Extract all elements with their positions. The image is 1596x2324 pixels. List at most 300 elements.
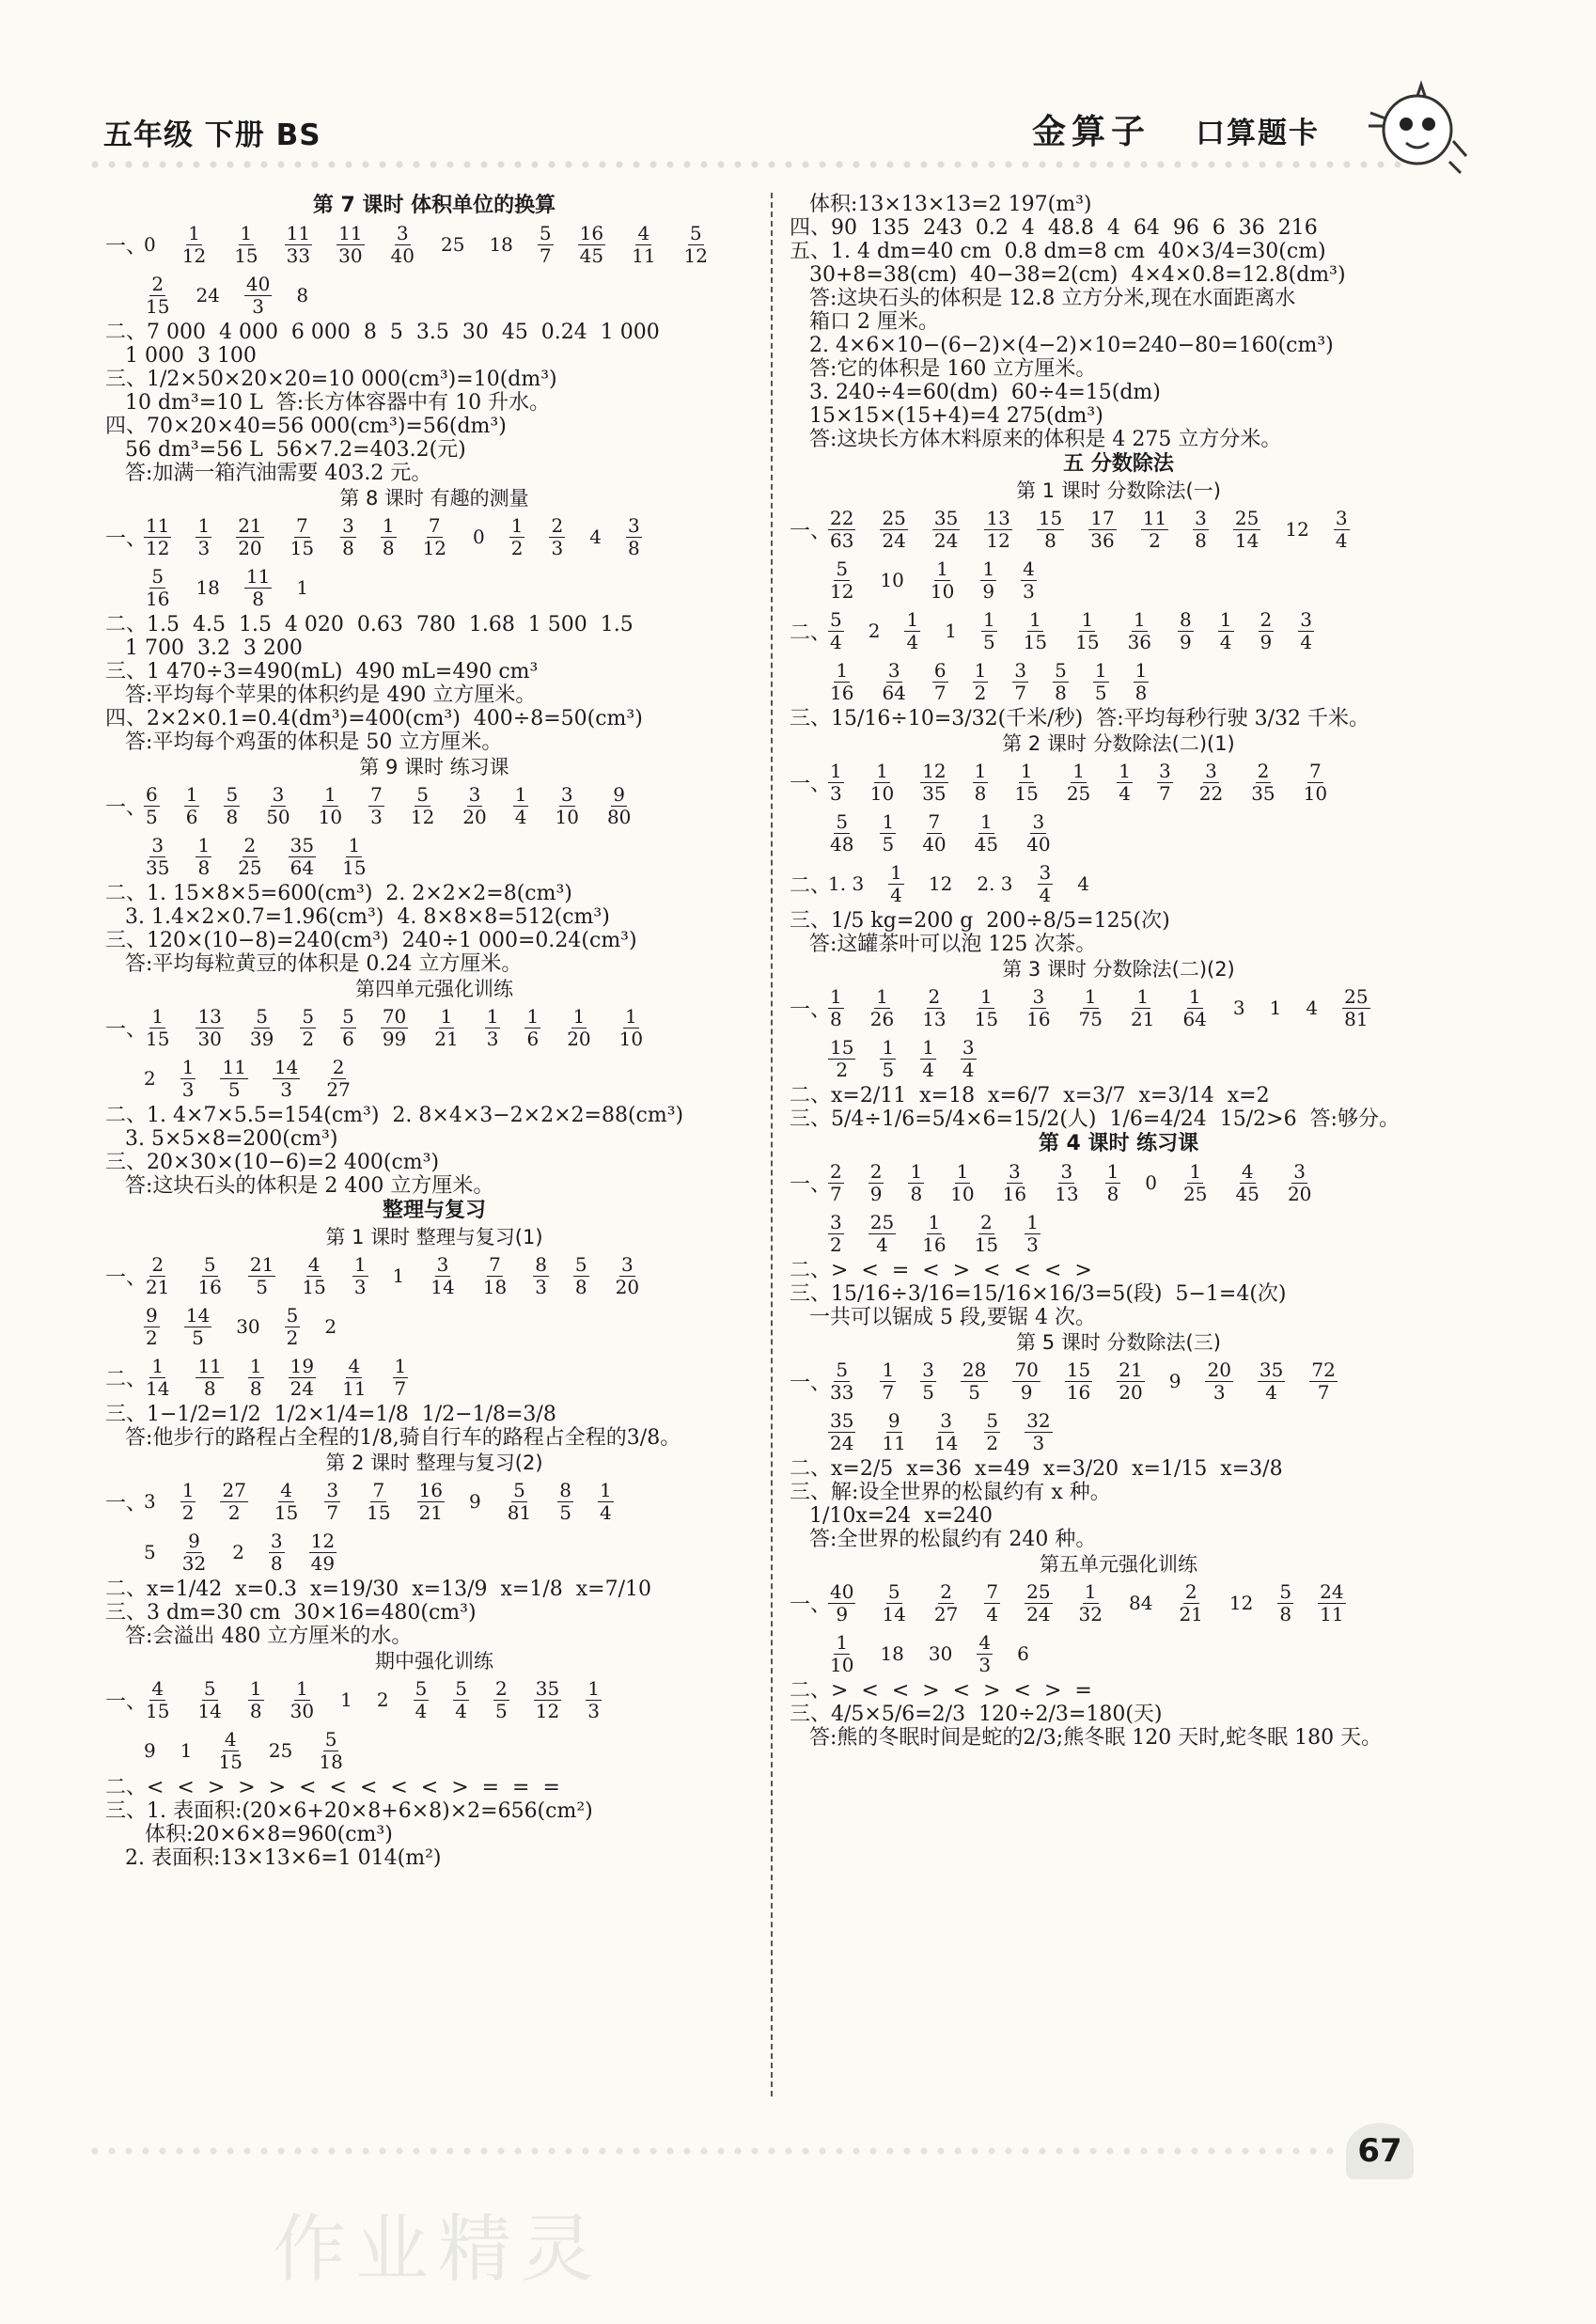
fraction-denominator: 15: [146, 1699, 170, 1722]
question-number: 一、: [790, 772, 832, 796]
answer-line: 答:它的体积是 160 立方厘米。: [790, 357, 1097, 381]
fraction-denominator: 16: [1066, 1380, 1091, 1404]
fraction-numerator: 35: [933, 506, 959, 529]
fraction-numerator: 1: [587, 1676, 600, 1700]
answer-line: 30+8=38(cm) 40−38=2(cm) 4×4×0.8=12.8(dm³): [790, 263, 1346, 287]
fraction-answer: [578, 223, 605, 267]
question-number: 一、: [105, 1689, 148, 1714]
fraction-numerator: 3: [1293, 1159, 1307, 1183]
fraction-answer: [880, 811, 896, 856]
fraction-answer: [1105, 1161, 1121, 1205]
fraction-numerator: 5: [513, 1478, 525, 1501]
fraction-answer: [429, 1254, 456, 1298]
fraction-numerator: 35: [289, 833, 315, 856]
section-title: 第五单元强化训练: [1040, 1553, 1197, 1576]
fraction-numerator: 2: [332, 1055, 345, 1078]
fraction-numerator: 11: [245, 564, 271, 588]
fraction-numerator: 5: [203, 1676, 216, 1700]
fraction-denominator: 15: [367, 1500, 391, 1524]
fraction-answer: [273, 1057, 300, 1101]
fraction-answer: [828, 1161, 844, 1205]
fraction-numerator: 5: [836, 557, 849, 580]
fraction-denominator: 2: [302, 1027, 315, 1050]
question-number: 一、: [105, 795, 148, 820]
fraction-denominator: 4: [876, 1233, 888, 1256]
fraction-denominator: 8: [1106, 1182, 1119, 1205]
fraction-numerator: 2: [940, 1579, 952, 1603]
fraction-answer: [904, 609, 920, 653]
fraction-answer: [285, 223, 312, 267]
fraction-answer: [565, 1006, 592, 1050]
fraction-answer: [1012, 1359, 1040, 1404]
fraction-denominator: 21: [1179, 1602, 1203, 1625]
question-number: 一、: [105, 1265, 148, 1290]
fraction-numerator: 1: [974, 658, 987, 682]
fraction-denominator: 99: [382, 1027, 407, 1050]
fraction-answer: [920, 1359, 936, 1404]
number-answer: 2: [868, 620, 881, 642]
fraction-answer: [868, 986, 896, 1030]
fraction-denominator: 20: [462, 805, 487, 828]
fraction-numerator: 2: [869, 1159, 883, 1183]
fraction-numerator: 11: [1142, 506, 1167, 529]
fraction-denominator: 5: [559, 1500, 571, 1524]
fraction-answer: [828, 1410, 855, 1454]
fraction-numerator: 2: [830, 1159, 842, 1183]
fraction-answer: [932, 508, 960, 552]
fraction-denominator: 4: [415, 1699, 428, 1722]
fraction-denominator: 3: [197, 536, 211, 559]
fraction-denominator: 80: [606, 805, 632, 828]
fraction-answer: [984, 508, 1011, 552]
fraction-answer: [973, 660, 989, 704]
fraction-numerator: 4: [637, 221, 650, 244]
fraction-answer: [1181, 986, 1208, 1030]
fraction-numerator: 3: [1009, 1159, 1021, 1183]
fraction-numerator: 1: [956, 1159, 969, 1183]
fraction-answer: [1233, 508, 1260, 552]
fraction-denominator: 2: [146, 1326, 158, 1349]
fraction-denominator: 4: [1265, 1380, 1278, 1404]
fraction-answer-row: [105, 1725, 763, 1776]
fraction-numerator: 25: [1234, 506, 1260, 529]
fraction-numerator: 4: [307, 1252, 321, 1276]
fraction-numerator: 35: [1259, 1358, 1284, 1381]
fraction-numerator: 3: [922, 1358, 934, 1381]
fraction-denominator: 12: [422, 536, 447, 559]
fraction-answer-row: [790, 1406, 1447, 1457]
answer-line: 三、1/2×50×20×20=10 000(cm³)=10(dm³): [105, 368, 557, 391]
fraction-numerator: 1: [974, 759, 987, 782]
fraction-answer: [248, 1678, 264, 1722]
fraction-numerator: 1: [1094, 658, 1107, 682]
section-title: 第 4 课时 练习课: [1038, 1132, 1199, 1155]
fraction-denominator: 14: [1234, 528, 1260, 552]
fraction-denominator: 11: [882, 1431, 906, 1454]
fraction-answer: [1025, 986, 1052, 1030]
fraction-answer-row: [790, 1628, 1447, 1679]
fraction-answer: [1193, 508, 1209, 552]
fraction-numerator: 1: [526, 1004, 540, 1028]
fraction-numerator: 1: [882, 809, 895, 833]
fraction-answer: [144, 1006, 171, 1050]
fraction-answer: [1334, 508, 1350, 552]
fraction-numerator: 5: [203, 1252, 216, 1276]
fraction-denominator: 24: [933, 528, 959, 552]
fraction-answer: [1077, 1581, 1104, 1625]
answer-line: 二、x=2/11 x=18 x=6/7 x=3/7 x=3/14 x=2: [790, 1084, 1270, 1107]
fraction-answer: [509, 515, 525, 559]
fraction-numerator: 3: [342, 513, 354, 537]
fraction-numerator: 1: [982, 557, 995, 580]
fraction-denominator: 14: [882, 1602, 906, 1625]
fraction-numerator: 3: [940, 1408, 952, 1432]
fraction-denominator: 8: [226, 805, 239, 828]
fraction-numerator: 4: [1241, 1159, 1254, 1183]
fraction-answer: [340, 515, 356, 559]
fraction-denominator: 24: [1026, 1602, 1051, 1625]
fraction-answer: [513, 784, 529, 828]
fraction-answer-row: [105, 1476, 763, 1527]
fraction-denominator: 9: [1260, 630, 1273, 653]
answer-line: 四、90 135 243 0.2 4 48.8 4 64 96 6 36 216: [790, 216, 1318, 240]
fraction-answer: [180, 1480, 196, 1524]
fraction-answer: [524, 1006, 540, 1050]
fraction-numerator: 9: [188, 1529, 200, 1552]
answer-line: 二、1.5 4.5 1.5 4 020 0.63 780 1.68 1 500 1.5: [105, 613, 634, 636]
fraction-denominator: 5: [882, 832, 895, 856]
fraction-numerator: 1: [348, 833, 361, 856]
fraction-denominator: 36: [1090, 528, 1115, 552]
fraction-denominator: 45: [579, 243, 604, 267]
question-number: 二、: [790, 620, 832, 645]
fraction-denominator: 21: [146, 1275, 170, 1298]
fraction-answer: [224, 784, 240, 828]
fraction-numerator: 2: [495, 1676, 508, 1700]
fraction-numerator: 1: [151, 1004, 164, 1028]
fraction-denominator: 24: [289, 1376, 315, 1400]
fraction-denominator: 11: [632, 243, 656, 267]
answer-line: 三、15/16÷10=3/32(千米/秒) 答:平均每秒行驶 3/32 千米。: [790, 707, 1370, 730]
answer-line: 三、4/5×5/6=2/3 120÷2/3=180(天): [790, 1703, 1163, 1726]
fraction-numerator: 2: [1184, 1579, 1197, 1603]
fraction-answer: [381, 515, 397, 559]
fraction-denominator: 15: [146, 294, 170, 318]
fraction-denominator: 8: [342, 536, 354, 559]
book-title: 口算题卡: [1196, 117, 1320, 150]
fraction-denominator: 12: [535, 1699, 560, 1722]
fraction-answer: [932, 660, 948, 704]
fraction-numerator: 8: [535, 1252, 547, 1276]
fraction-denominator: 3: [252, 294, 264, 318]
fraction-denominator: 7: [326, 1500, 339, 1524]
fraction-denominator: 2: [1149, 528, 1161, 552]
answer-line: 2. 4×6×10−(6−2)×(4−2)×10=240−80=160(cm³): [790, 334, 1334, 357]
fraction-numerator: 5: [226, 782, 239, 806]
right-answer-column: [790, 193, 1447, 1750]
fraction-denominator: 40: [922, 832, 947, 856]
fraction-denominator: 5: [146, 805, 158, 828]
fraction-denominator: 45: [1235, 1182, 1260, 1205]
fraction-numerator: 3: [468, 782, 481, 806]
fraction-answer: [1286, 1161, 1313, 1205]
fraction-numerator: 25: [869, 1210, 895, 1233]
fraction-answer: [1077, 986, 1104, 1030]
fraction-denominator: 9: [1180, 630, 1192, 653]
fraction-numerator: 7: [428, 513, 441, 537]
fraction-answer: [868, 1161, 884, 1205]
fraction-answer: [557, 1480, 573, 1524]
fraction-numerator: 1: [876, 759, 888, 782]
number-answer: 1: [296, 576, 309, 599]
fraction-denominator: 35: [146, 856, 170, 879]
fraction-denominator: 16: [1002, 1182, 1027, 1205]
section-title: 第四单元强化训练: [355, 978, 513, 1000]
fraction-numerator: 9: [146, 1303, 158, 1327]
fraction-answer: [880, 1410, 907, 1454]
fraction-denominator: 10: [869, 781, 895, 805]
fraction-numerator: 3: [1039, 860, 1052, 884]
question-number: 一、: [790, 1172, 832, 1197]
answer-line: 56 dm³=56 L 56×7.2=403.2(元): [105, 438, 466, 462]
fraction-answer: [981, 609, 997, 653]
fraction-answer: [184, 784, 200, 828]
fraction-answer: [920, 986, 947, 1030]
number-answer: 1: [945, 620, 957, 642]
fraction-denominator: 64: [1182, 1007, 1207, 1030]
fraction-answer: [481, 1254, 509, 1298]
fraction-numerator: 9: [613, 782, 626, 806]
fraction-answer: [180, 223, 208, 267]
fraction-denominator: 10: [1303, 781, 1328, 805]
fraction-answer: [828, 986, 844, 1030]
fraction-denominator: 5: [882, 1058, 895, 1081]
fraction-answer: [184, 1305, 211, 1349]
fraction-answer: [868, 1212, 896, 1256]
fraction-answer: [1205, 1359, 1232, 1404]
fraction-denominator: 18: [482, 1275, 508, 1298]
fraction-numerator: 2: [980, 1210, 993, 1233]
fraction-answer: [1088, 508, 1116, 552]
fraction-numerator: 5: [416, 782, 429, 806]
fraction-numerator: 70: [382, 1004, 407, 1028]
number-answer: 9: [144, 1739, 156, 1762]
fraction-answer: [324, 1480, 340, 1524]
fraction-answer: [549, 515, 565, 559]
fraction-numerator: 1: [486, 1004, 499, 1028]
fraction-denominator: 33: [286, 243, 311, 267]
fraction-denominator: 10: [318, 805, 343, 828]
number-answer: 8: [296, 284, 309, 306]
question-number: 一、: [105, 1491, 148, 1515]
fraction-answer: [236, 835, 263, 879]
fraction-numerator: 12: [310, 1529, 336, 1552]
fraction-answer: [236, 515, 263, 559]
fraction-denominator: 8: [1195, 528, 1207, 552]
fraction-denominator: 2: [286, 1326, 299, 1349]
fraction-denominator: 5: [227, 1077, 241, 1101]
fraction-numerator: 1: [1106, 1159, 1119, 1183]
fraction-answer: [269, 1531, 285, 1575]
fraction-answer: [417, 1480, 445, 1524]
fraction-answer: [1065, 761, 1092, 805]
fraction-denominator: 8: [627, 536, 640, 559]
fraction-answer: [1037, 508, 1064, 552]
fraction-answer: [232, 223, 259, 267]
fraction-denominator: 27: [326, 1077, 351, 1101]
fraction-numerator: 3: [151, 833, 164, 856]
left-answer-column: [105, 193, 763, 1870]
fraction-numerator: 5: [836, 1358, 849, 1381]
fraction-numerator: 7: [489, 1252, 501, 1276]
fraction-denominator: 8: [1134, 681, 1148, 704]
fraction-answer: [248, 1356, 264, 1400]
fraction-numerator: 1: [830, 984, 842, 1008]
number-answer: 18: [489, 233, 513, 256]
fraction-numerator: 4: [978, 1630, 992, 1654]
fraction-answer: [880, 508, 907, 552]
fraction-numerator: 1: [1136, 984, 1150, 1008]
fraction-answer-row: [790, 858, 1447, 909]
fraction-denominator: 7: [1317, 1380, 1330, 1404]
fraction-answer: [1053, 660, 1069, 704]
fraction-numerator: 3: [1205, 759, 1217, 782]
fraction-answer: [336, 223, 364, 267]
fraction-denominator: 4: [1039, 883, 1052, 906]
fraction-answer: [1134, 660, 1150, 704]
fraction-answer-row: [790, 982, 1447, 1033]
fraction-denominator: 16: [830, 681, 854, 704]
number-answer: 12: [1228, 1592, 1254, 1614]
answer-line: 二、1. 15×8×5=600(cm³) 2. 2×2×2=8(cm³): [105, 882, 572, 905]
fraction-denominator: 3: [551, 536, 564, 559]
fraction-numerator: 8: [559, 1478, 571, 1501]
number-answer: 10: [880, 569, 904, 591]
fraction-denominator: 2: [227, 1500, 241, 1524]
fraction-numerator: 19: [289, 1354, 315, 1377]
number-answer: 2: [232, 1541, 244, 1563]
fraction-numerator: 1: [1081, 607, 1094, 631]
number-answer: 4: [1077, 872, 1089, 895]
fraction-denominator: 12: [410, 805, 435, 828]
fraction-numerator: 3: [1014, 658, 1027, 682]
fraction-answer-row: [105, 1301, 763, 1352]
fraction-answer: [948, 1161, 976, 1205]
fraction-denominator: 14: [430, 1275, 455, 1298]
fraction-denominator: 15: [342, 856, 367, 879]
number-answer: 1. 3: [828, 872, 865, 895]
fraction-answer: [828, 558, 855, 603]
fraction-denominator: 8: [830, 1007, 842, 1030]
fraction-answer: [248, 1254, 275, 1298]
fraction-answer: [932, 1410, 960, 1454]
fraction-answer-row: [790, 808, 1447, 858]
fraction-numerator: 8: [1180, 607, 1192, 631]
fraction-answer: [1181, 1161, 1209, 1205]
fraction-answer-row: [105, 562, 763, 613]
fraction-numerator: 1: [185, 782, 198, 806]
fraction-denominator: 8: [1055, 681, 1067, 704]
fraction-denominator: 15: [289, 536, 315, 559]
fraction-answer: [1025, 811, 1052, 856]
fraction-numerator: 5: [342, 1004, 354, 1028]
fraction-denominator: 12: [986, 528, 1010, 552]
fraction-denominator: 10: [950, 1182, 975, 1205]
fraction-numerator: 2: [1257, 759, 1270, 782]
fraction-answer-row: [790, 1157, 1447, 1208]
fraction-answer: [317, 1729, 344, 1773]
answer-line: 二、< < > > > < < < < < > = = =: [105, 1776, 560, 1799]
fraction-answer: [682, 223, 710, 267]
fraction-denominator: 7: [933, 681, 947, 704]
fraction-numerator: 3: [1060, 1159, 1073, 1183]
section-title: 第 2 课时 整理与复习(2): [325, 1452, 543, 1474]
fraction-numerator: 1: [197, 833, 211, 856]
fraction-denominator: 5: [192, 1326, 204, 1349]
fraction-answer: [340, 835, 368, 879]
fraction-answer: [180, 1057, 196, 1101]
fraction-denominator: 20: [567, 1027, 591, 1050]
fraction-numerator: 1: [188, 221, 200, 244]
fraction-denominator: 7: [539, 243, 552, 267]
fraction-numerator: 14: [185, 1303, 211, 1327]
fraction-answer: [289, 1356, 316, 1400]
fraction-numerator: 28: [962, 1358, 987, 1381]
fraction-numerator: 3: [560, 782, 573, 806]
fraction-numerator: 1: [249, 1354, 262, 1377]
fraction-answer: [534, 1678, 561, 1722]
fraction-answer: [973, 811, 1000, 856]
fraction-denominator: 8: [974, 781, 987, 805]
fraction-answer: [973, 986, 1000, 1030]
answer-line: 三、1 470÷3=490(mL) 490 mL=490 cm³: [105, 660, 539, 683]
fraction-denominator: 20: [1119, 1380, 1143, 1404]
fraction-answer: [828, 508, 855, 552]
fraction-numerator: 3: [1195, 506, 1207, 529]
fraction-numerator: 15: [830, 1035, 854, 1059]
fraction-denominator: 7: [1159, 781, 1171, 805]
fraction-denominator: 4: [455, 1699, 468, 1722]
fraction-answer: [1025, 1212, 1041, 1256]
number-answer: 2: [144, 1067, 156, 1090]
fraction-denominator: 5: [968, 1380, 981, 1404]
fraction-numerator: 1: [1026, 1210, 1039, 1233]
fraction-denominator: 21: [418, 1500, 444, 1524]
fraction-numerator: 1: [382, 513, 395, 537]
fraction-numerator: 21: [1119, 1358, 1143, 1381]
number-answer: 9: [469, 1490, 481, 1513]
fraction-numerator: 1: [240, 221, 253, 244]
footer-divider: [86, 2145, 1337, 2157]
fraction-numerator: 3: [272, 782, 285, 806]
fraction-answer: [144, 274, 171, 318]
fraction-answer: [920, 1212, 947, 1256]
header-divider: [86, 158, 1402, 171]
number-answer: 4: [1306, 997, 1319, 1019]
fraction-numerator: 1: [510, 513, 524, 537]
answer-line: 三、20×30×(10−6)=2 400(cm³): [105, 1151, 440, 1174]
fraction-numerator: 6: [146, 782, 158, 806]
fraction-denominator: 18: [319, 1750, 343, 1773]
fraction-denominator: 4: [1335, 528, 1348, 552]
fraction-denominator: 2: [510, 536, 524, 559]
answer-line: 四、2×2×0.1=0.4(dm³)=400(cm³) 400÷8=50(cm³): [105, 707, 643, 730]
number-answer: 18: [880, 1642, 904, 1665]
fraction-numerator: 1: [151, 1354, 164, 1377]
fraction-denominator: 21: [1131, 1007, 1155, 1030]
fraction-answer: [880, 1037, 896, 1081]
fraction-answer: [264, 784, 291, 828]
